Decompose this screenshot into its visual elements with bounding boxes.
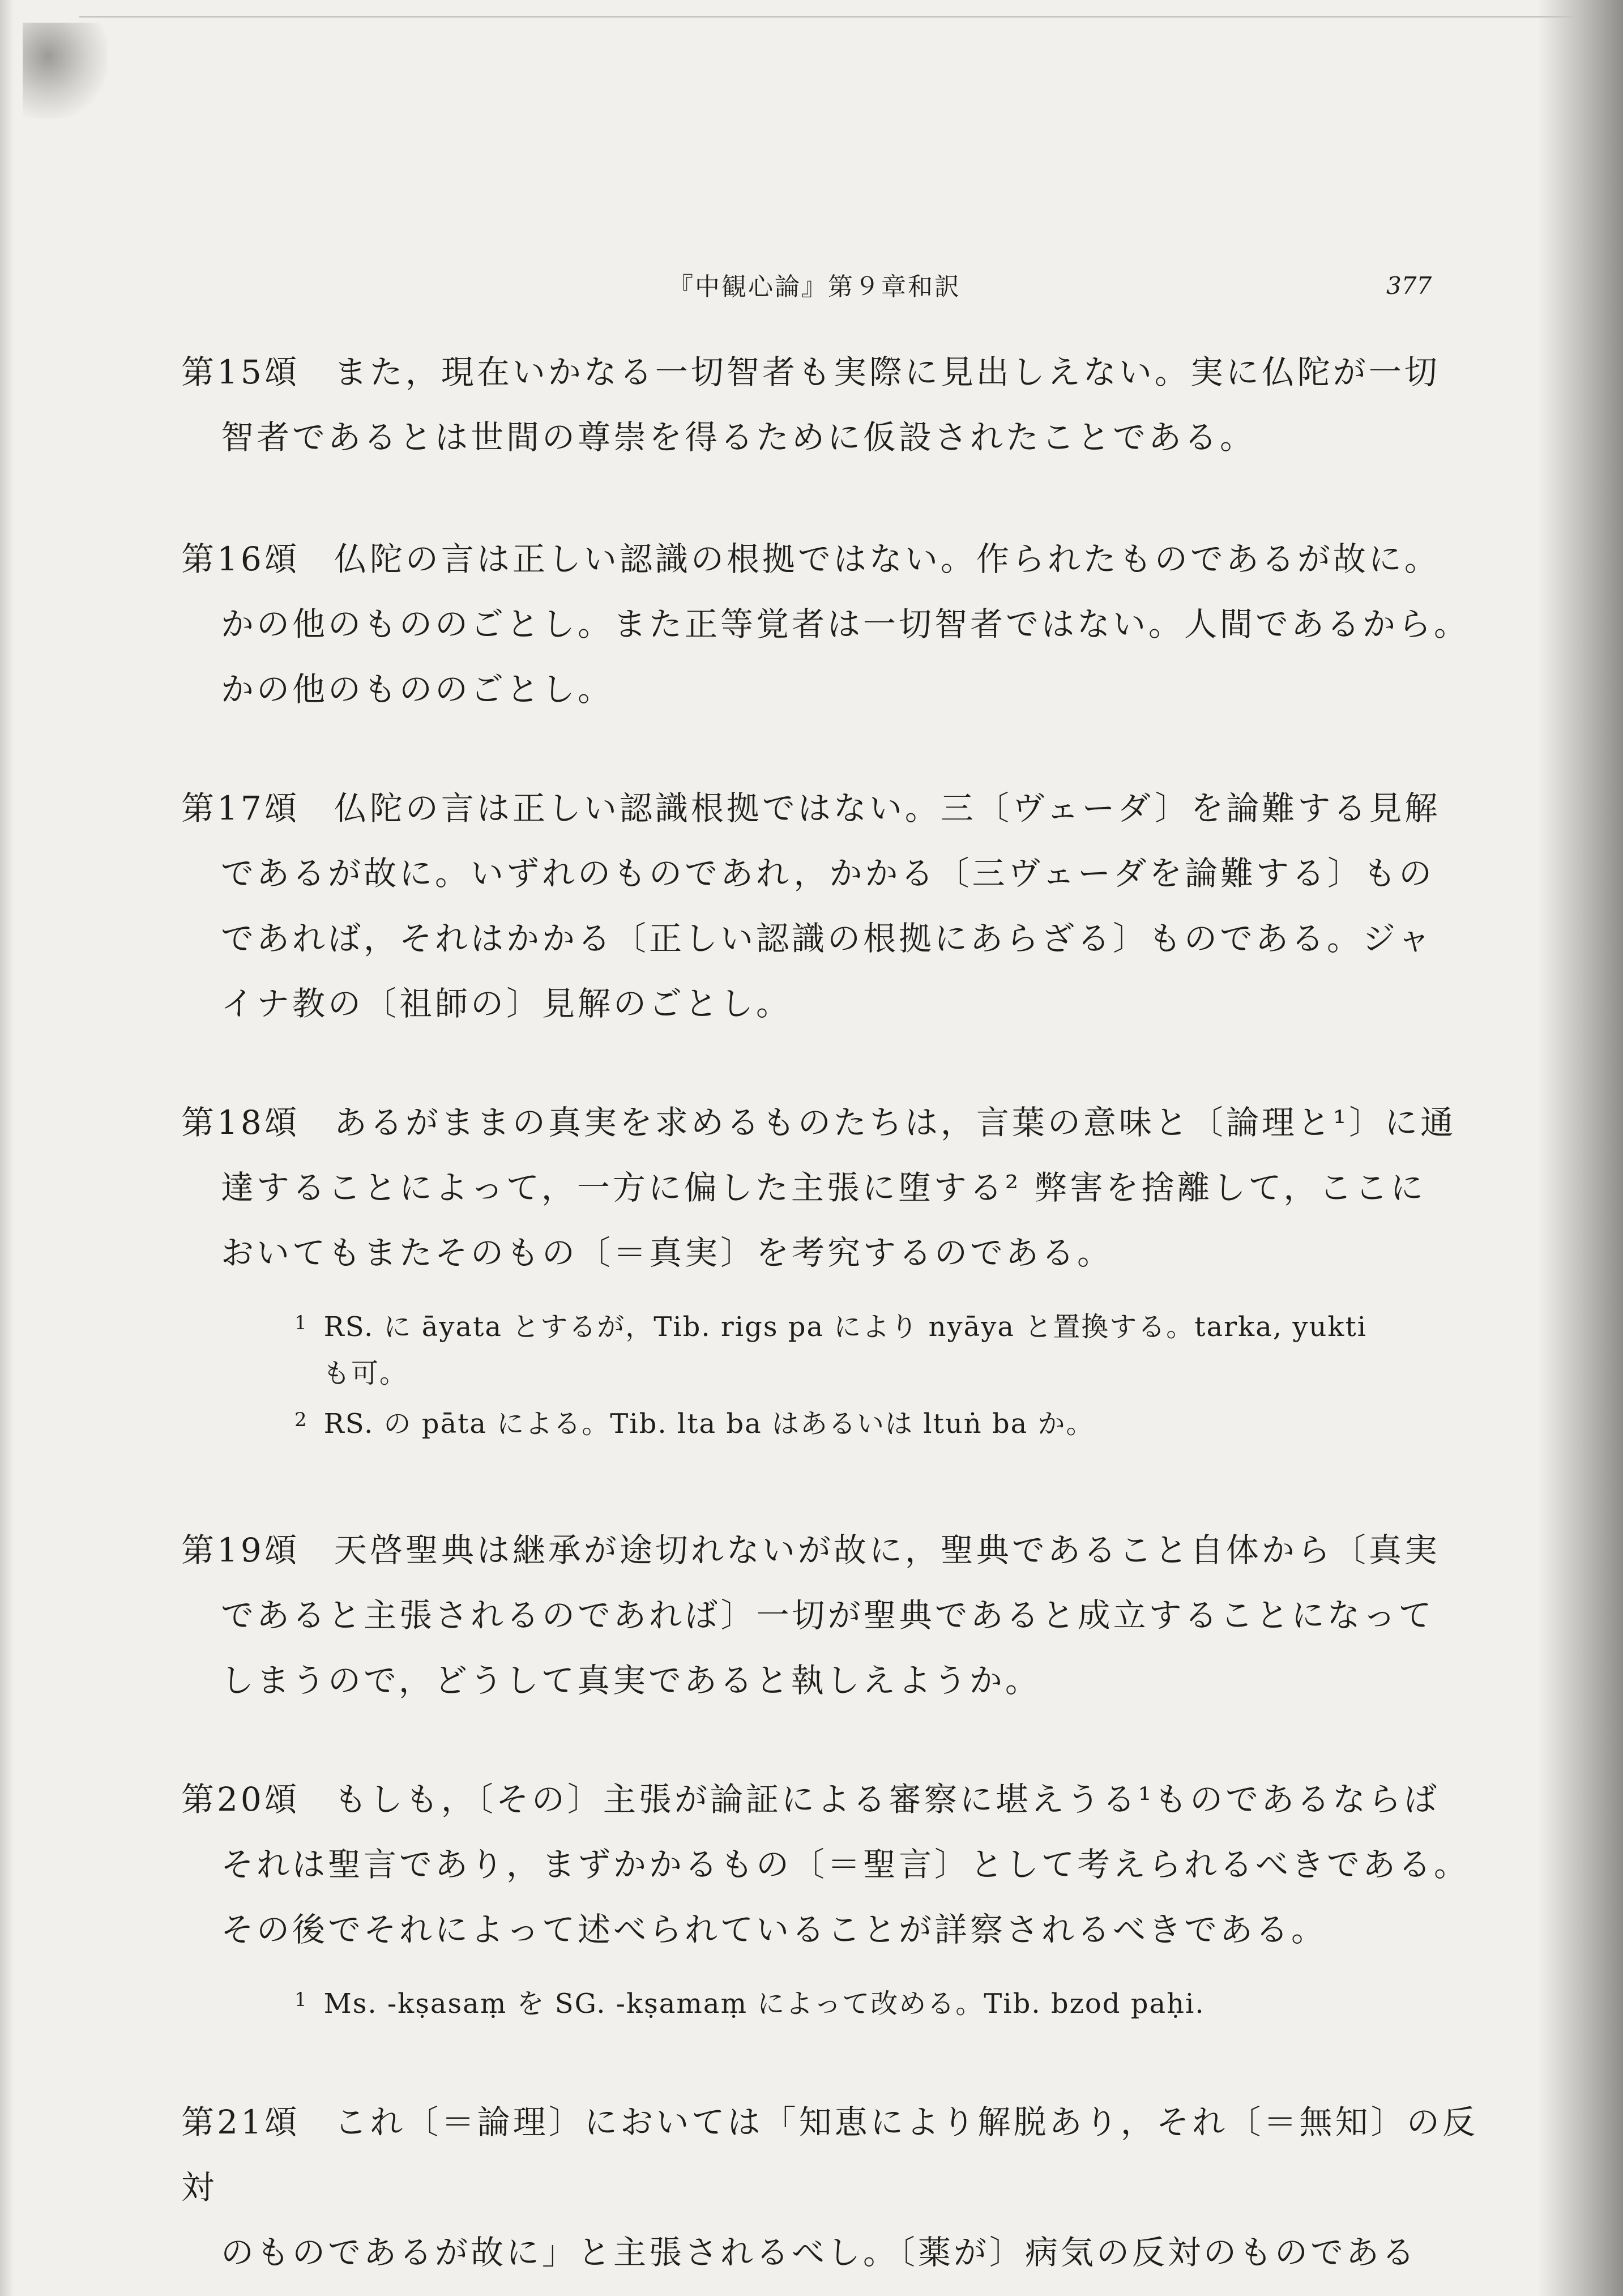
footnote xyxy=(294,1977,1478,2027)
verse-text: 仏陀の言は正しい認識の根拠ではない。作られたものであるが故に。 xyxy=(334,540,1440,578)
verse-number: 第16頌 xyxy=(181,540,300,578)
verse-text: また，現在いかなる一切智者も実際に見出しえない。実に仏陀が一切 xyxy=(334,353,1440,391)
verse-line: かの他のもののごとし。また正等覚者は一切智者ではない。人間であるから。 xyxy=(221,605,1470,643)
verse-line: であるが故に。いずれのものであれ，かかる〔三ヴェーダを論難する〕もの xyxy=(221,854,1435,893)
footnote-marker: 1 xyxy=(294,1312,308,1334)
verse-line: 智者であるとは世間の尊崇を得るために仮設されたことである。 xyxy=(221,418,1256,456)
verse-number: 第21頌 xyxy=(181,2103,301,2141)
verse-18 xyxy=(181,1090,1478,1286)
verse-15 xyxy=(181,340,1478,470)
verse-line xyxy=(181,340,1478,405)
verse-text: 天啓聖典は継承が途切れないが故に，聖典であること自体から〔真実 xyxy=(334,1531,1440,1569)
scan-edge-shadow xyxy=(1538,0,1623,2296)
verse-line: その後でそれによって述べられていることが詳察されるべきである。 xyxy=(221,1910,1327,1949)
verse-20 xyxy=(181,1767,1478,1962)
verse-line xyxy=(181,776,1478,841)
verse-text: もしも，〔その〕主張が論証による審察に堪えうる¹ものであるならば xyxy=(334,1780,1440,1819)
verse-line: かの他のもののごとし。 xyxy=(221,670,614,709)
footnote-marker: 2 xyxy=(294,1409,308,1431)
footnote-text: RS. に āyata とするが，Tib. rigs pa により nyāya と置換する。tarka, yukti xyxy=(323,1311,1368,1343)
scan-artifact-line xyxy=(79,16,1574,18)
verse-line xyxy=(181,527,1478,592)
scan-edge-shadow xyxy=(0,0,14,2296)
verse-number: 第19頌 xyxy=(181,1531,300,1569)
verse-number: 第20頌 xyxy=(181,1780,300,1819)
verse-line xyxy=(181,1767,1478,1832)
verse-line: それは聖言であり，まずかかるもの〔＝聖言〕として考えられるべきである。 xyxy=(221,1845,1470,1884)
verse-line xyxy=(181,1518,1478,1583)
verse-line: 達することによって，一方に偏した主張に堕する² 弊害を捨離して，ここに xyxy=(221,1168,1426,1207)
verse-17 xyxy=(181,776,1478,1036)
verse-16 xyxy=(181,527,1478,722)
verse-text: これ〔＝論理〕においては「知恵により解脱あり，それ〔＝無知〕の反対 xyxy=(181,2103,1478,2207)
footnote-marker: 1 xyxy=(294,1988,308,2011)
footnotes-verse-20 xyxy=(294,1977,1478,2027)
verse-line: しまうので，どうして真実であると執しえようか。 xyxy=(221,1661,1041,1700)
verse-text: あるがままの真実を求めるものたちは，言葉の意味と〔論理と¹〕に通 xyxy=(334,1103,1457,1142)
running-head: 『中観心論』第９章和訳 xyxy=(668,272,961,301)
footnote xyxy=(294,1300,1478,1350)
verse-number: 第15頌 xyxy=(181,353,300,391)
footnote-text: も可。 xyxy=(323,1358,408,1389)
verse-number: 第18頌 xyxy=(181,1103,300,1142)
verse-number: 第17頌 xyxy=(181,789,300,827)
page-number: 377 xyxy=(1386,272,1432,300)
verse-line: イナ教の〔祖師の〕見解のごとし。 xyxy=(221,984,792,1023)
verse-21 xyxy=(181,2090,1478,2285)
verse-19 xyxy=(181,1518,1478,1713)
footnote xyxy=(294,1397,1478,1447)
footnotes-verse-18 xyxy=(294,1300,1478,1447)
footnote-text: Ms. -kṣasaṃ を SG. -kṣamaṃ によって改める。Tib. bzod paḥi. xyxy=(323,1988,1205,2020)
verse-line xyxy=(181,1090,1478,1155)
footnote-text: RS. の pāta による。Tib. lta ba はあるいは ltuṅ ba か。 xyxy=(323,1408,1095,1440)
scan-smudge xyxy=(23,23,108,119)
verse-line: のものであるが故に」と主張されるべし。〔薬が〕病気の反対のものである xyxy=(221,2233,1418,2272)
verse-text: 仏陀の言は正しい認識根拠ではない。三〔ヴェーダ〕を論難する見解 xyxy=(334,789,1441,827)
verse-line: であれば，それはかかる〔正しい認識の根拠にあらざる〕ものである。ジャ xyxy=(221,919,1433,958)
verse-line: おいてもまたそのもの〔＝真実〕を考究するのである。 xyxy=(221,1234,1113,1272)
verse-line: であると主張されるのであれば〕一切が聖典であると成立することになって xyxy=(221,1596,1434,1634)
verse-line xyxy=(181,2090,1478,2220)
